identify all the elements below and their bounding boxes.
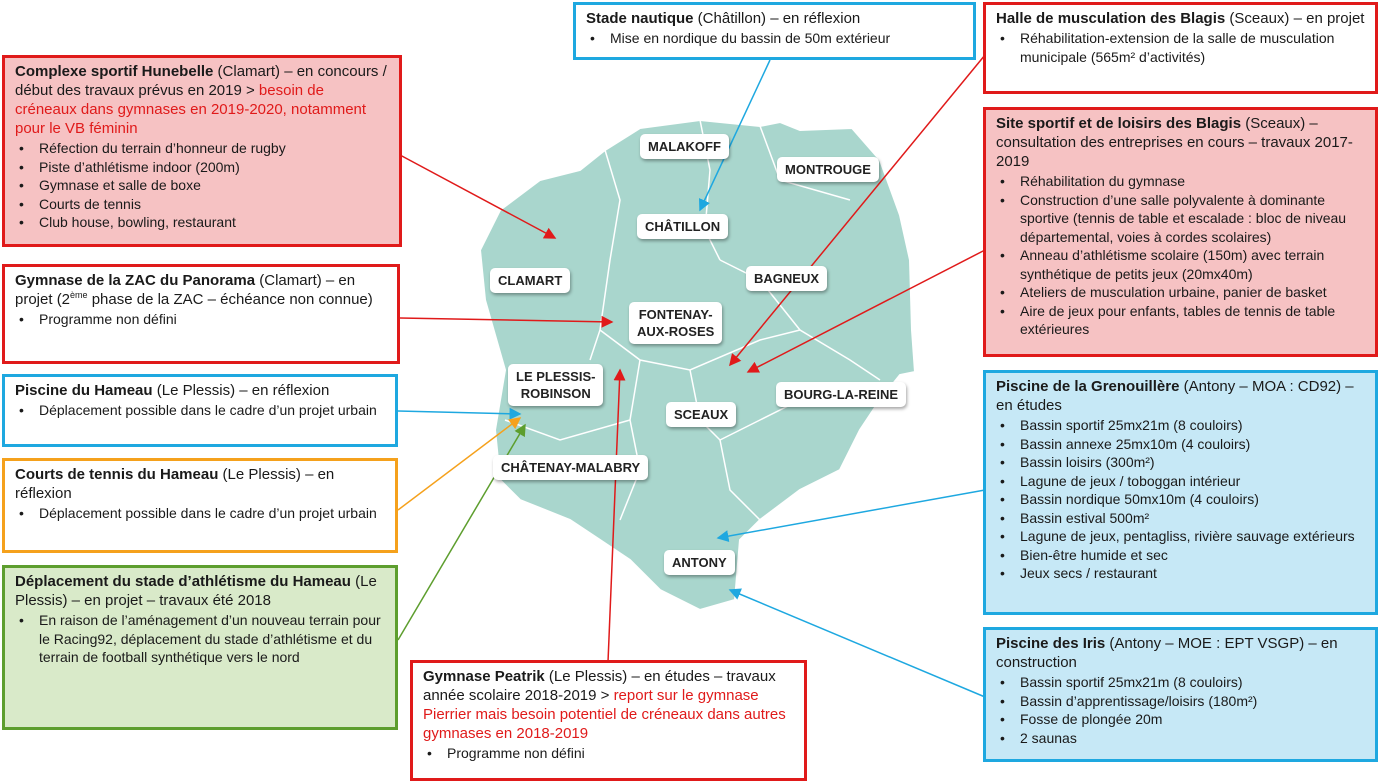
box-title: Site sportif et de loisirs des Blagis — [996, 115, 1242, 132]
box-subtitle-cont: phase de la ZAC – échéance non connue) — [87, 291, 373, 308]
box-subtitle: (Le Plessis) – en études – travaux année scolaire 2018-2019 > — [423, 668, 776, 704]
box-title: Courts de tennis du Hameau — [15, 466, 219, 483]
city-label-bagneux: BAGNEUX — [746, 266, 827, 291]
box-site-blagis — [983, 107, 1378, 357]
box-stade-athletisme — [2, 565, 398, 730]
box-subtitle: (Clamart) – en concours / début des travaux prévus en 2019 > — [15, 63, 387, 99]
box-highlight: besoin de créneaux dans gymnases en 2019-2020, notamment pour le VB féminin — [15, 82, 367, 137]
box-panorama — [2, 264, 400, 364]
item-list — [15, 401, 385, 420]
list-item: • Bassin d’apprentissage/loisirs (180m²) — [1020, 692, 1365, 711]
list-item: • Bassin nordique 50mx10m (4 couloirs) — [1020, 490, 1365, 509]
box-title: Complexe sportif Hunebelle — [15, 63, 214, 80]
item-list — [996, 172, 1365, 339]
city-label-fontenay-line2: AUX-ROSES — [637, 324, 715, 339]
list-item: • Déplacement possible dans le cadre d’un projet urbain — [39, 504, 385, 523]
list-item: • Anneau d’athlétisme scolaire (150m) avec terrain synthétique de petits jeux (20mx40m) — [1020, 246, 1365, 283]
list-item: • Bassin estival 500m² — [1020, 509, 1365, 528]
box-title-line — [15, 381, 385, 400]
box-subtitle: (Le Plessis) – en réflexion — [152, 382, 330, 399]
list-item: • Courts de tennis — [39, 195, 389, 214]
box-subtitle: (Clamart) – en projet (2 — [15, 272, 356, 308]
list-item: • Lagune de jeux / toboggan intérieur — [1020, 472, 1365, 491]
box-hunebelle — [2, 55, 402, 247]
box-title: Gymnase de la ZAC du Panorama — [15, 272, 256, 289]
list-item: • Bassin sportif 25mx21m (8 couloirs) — [1020, 673, 1365, 692]
city-label-plessis-line1: LE PLESSIS- — [516, 369, 596, 384]
list-item: • Déplacement possible dans le cadre d’un projet urbain — [39, 401, 385, 420]
box-title-line — [15, 62, 389, 138]
list-item: • Réhabilitation-extension de la salle de musculation municipale (565m² d’activités) — [1020, 29, 1365, 66]
box-title: Piscine du Hameau — [15, 382, 153, 399]
box-subtitle: (Antony – MOA : CD92) – en études — [996, 378, 1354, 414]
list-item: • Bassin sportif 25mx21m (8 couloirs) — [1020, 416, 1365, 435]
city-label-sceaux: SCEAUX — [666, 402, 736, 427]
box-title-line — [15, 271, 387, 309]
box-subtitle: (Châtillon) – en réflexion — [693, 10, 861, 27]
box-subtitle: (Le Plessis) – en réflexion — [15, 466, 335, 502]
list-item: • Aire de jeux pour enfants, tables de tennis de table extérieures — [1020, 302, 1365, 339]
box-stade-nautique — [573, 2, 976, 60]
city-label-plessis-line2: ROBINSON — [520, 386, 591, 401]
item-list — [996, 673, 1365, 747]
list-item: • Réfection du terrain d’honneur de rugby — [39, 139, 389, 158]
city-label-plessis — [508, 364, 603, 406]
list-item: • Ateliers de musculation urbaine, panier de basket — [1020, 283, 1365, 302]
box-superscript: ème — [70, 290, 88, 300]
box-piscine-hameau — [2, 374, 398, 447]
list-item: • Réhabilitation du gymnase — [1020, 172, 1365, 191]
box-highlight: report sur le gymnase Pierrier mais besoin potentiel de créneaux dans autres gymnases en 2018-2019 — [423, 687, 786, 742]
list-item: • Lagune de jeux, pentagliss, rivière sauvage extérieurs — [1020, 527, 1365, 546]
item-list — [15, 310, 387, 329]
box-title: Stade nautique — [586, 10, 694, 27]
city-label-bourg: BOURG-LA-REINE — [776, 382, 906, 407]
list-item: • Fosse de plongée 20m — [1020, 710, 1365, 729]
city-label-fontenay-line1: FONTENAY- — [638, 307, 713, 322]
city-label-chatillon: CHÂTILLON — [637, 214, 728, 239]
box-subtitle: (Le Plessis) – en projet – travaux été 2018 — [15, 573, 377, 609]
box-title-line — [423, 667, 794, 743]
item-list — [586, 29, 963, 48]
city-label-chatenay: CHÂTENAY-MALABRY — [493, 455, 648, 480]
city-label-montrouge: MONTROUGE — [777, 157, 879, 182]
box-peatrik — [410, 660, 807, 781]
list-item: • Jeux secs / restaurant — [1020, 564, 1365, 583]
box-subtitle: (Sceaux) – en projet — [1225, 10, 1365, 27]
box-iris — [983, 627, 1378, 762]
list-item: • Club house, bowling, restaurant — [39, 213, 389, 232]
item-list — [996, 29, 1365, 66]
box-title-line — [996, 634, 1365, 672]
list-item: • Piste d’athlétisme indoor (200m) — [39, 158, 389, 177]
list-item: • Bien-être humide et sec — [1020, 546, 1365, 565]
box-title: Piscine de la Grenouillère — [996, 378, 1180, 395]
box-grenouillere — [983, 370, 1378, 615]
city-label-clamart: CLAMART — [490, 268, 570, 293]
box-title: Piscine des Iris — [996, 635, 1106, 652]
list-item: • Programme non défini — [39, 310, 387, 329]
box-title-line — [15, 572, 385, 610]
list-item: • Mise en nordique du bassin de 50m extérieur — [610, 29, 963, 48]
box-title-line — [996, 114, 1365, 171]
item-list — [15, 504, 385, 523]
box-subtitle: (Sceaux) – consultation des entreprises en cours – travaux 2017-2019 — [996, 115, 1353, 170]
city-label-malakoff: MALAKOFF — [640, 134, 729, 159]
box-title-line — [996, 9, 1365, 28]
box-halle-musculation — [983, 2, 1378, 94]
box-subtitle: (Antony – MOE : EPT VSGP) – en construction — [996, 635, 1338, 671]
box-title: Halle de musculation des Blagis — [996, 10, 1226, 27]
list-item: • 2 saunas — [1020, 729, 1365, 748]
item-list — [996, 416, 1365, 583]
item-list — [15, 139, 389, 232]
box-title: Déplacement du stade d’athlétisme du Hameau — [15, 573, 351, 590]
city-label-fontenay — [629, 302, 722, 344]
box-title: Gymnase Peatrik — [423, 668, 545, 685]
list-item: • Bassin loisirs (300m²) — [1020, 453, 1365, 472]
list-item: • En raison de l’aménagement d’un nouveau terrain pour le Racing92, déplacement du stade d’athlétisme et du terrain de football synthétique vers le nord — [39, 611, 385, 667]
box-tennis-hameau — [2, 458, 398, 553]
item-list — [423, 744, 794, 763]
list-item: • Gymnase et salle de boxe — [39, 176, 389, 195]
item-list — [15, 611, 385, 667]
box-title-line — [996, 377, 1365, 415]
box-title-line — [15, 465, 385, 503]
box-title-line — [586, 9, 963, 28]
list-item: • Construction d’une salle polyvalente à dominante sportive (tennis de table et escalade : bloc de niveau départemental, voies à cordes scolaires) — [1020, 191, 1365, 247]
list-item: • Programme non défini — [447, 744, 794, 763]
list-item: • Bassin annexe 25mx10m (4 couloirs) — [1020, 435, 1365, 454]
city-label-antony: ANTONY — [664, 550, 735, 575]
